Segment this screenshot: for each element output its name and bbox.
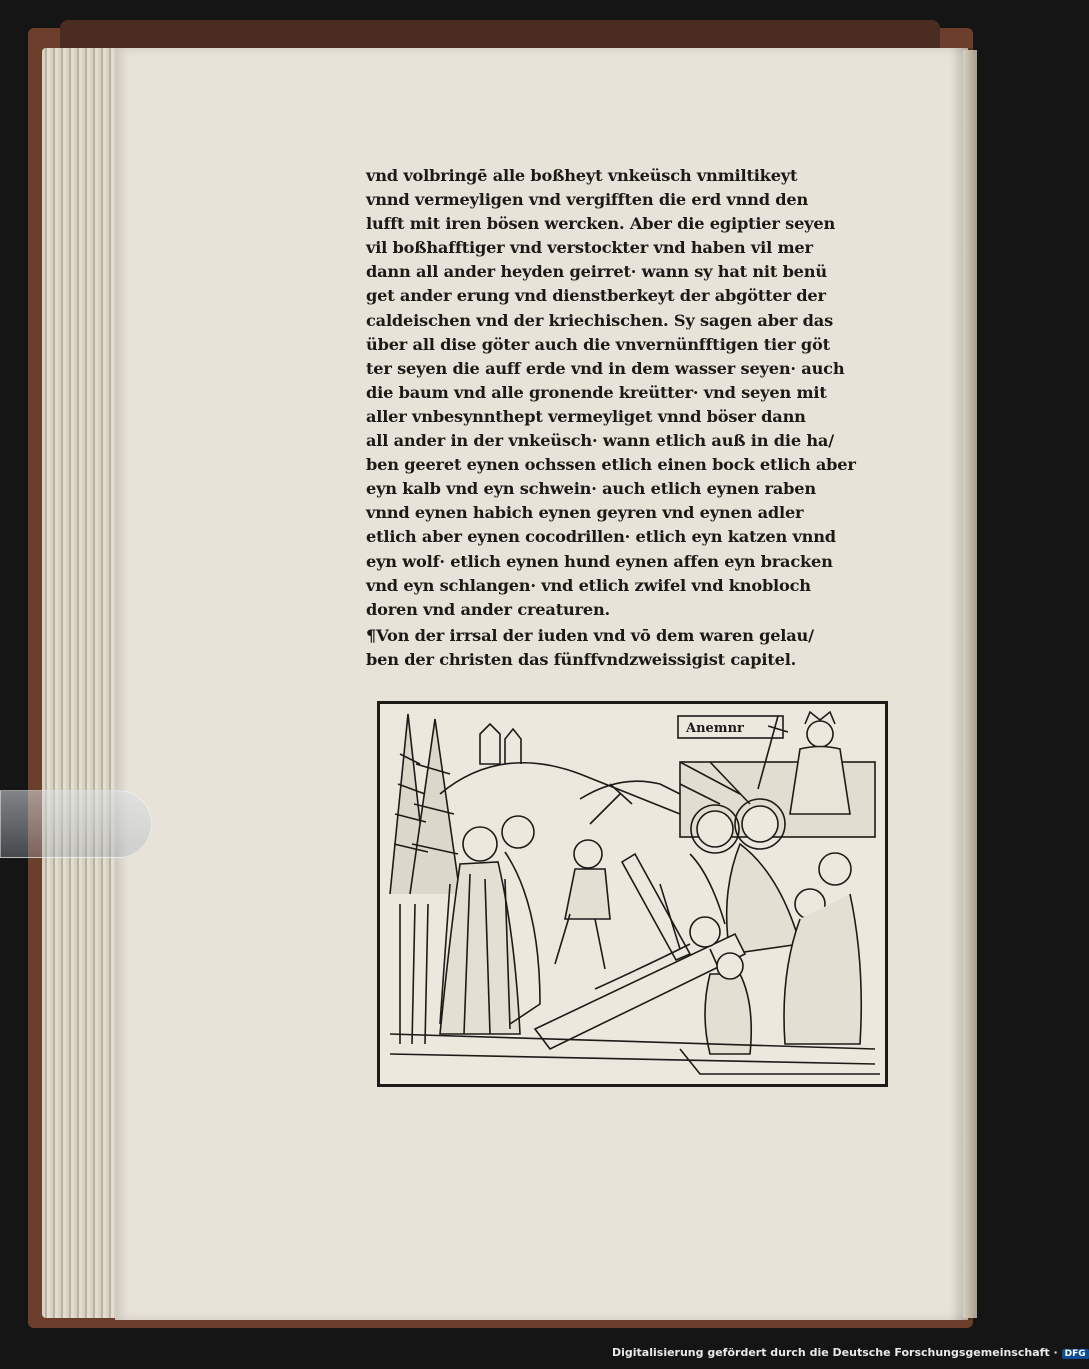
text-line: eyn kalb vnd eyn schwein· auch etlich eynen raben bbox=[366, 479, 816, 499]
woodcut-illustration bbox=[377, 701, 888, 1087]
text-line: vnd eyn schlangen· vnd etlich zwifel vnd knobloch bbox=[366, 575, 811, 595]
banner-text: Anemnr bbox=[686, 721, 744, 736]
text-line: vnnd eynen habich eynen geyren vnd eynen adler bbox=[366, 503, 804, 523]
text-line: vil boßhafftiger vnd verstockter vnd haben vil mer bbox=[366, 238, 813, 258]
dfg-logo: DFG bbox=[1062, 1349, 1089, 1359]
text-line: doren vnd ander creaturen. bbox=[366, 599, 610, 619]
text-line: vnd volbringē alle boßheyt vnkeüsch vnmiltikeyt bbox=[366, 166, 798, 185]
text-line: ter seyen die auff erde vnd in dem wasser seyen· auch bbox=[366, 358, 845, 378]
page-edges-right bbox=[963, 50, 977, 1318]
text-line: aller vnbesynnthept vermeyliget vnnd böser dann bbox=[366, 406, 806, 426]
footer-credit bbox=[612, 1346, 1089, 1359]
heading-line: ¶Von der irrsal der iuden vnd vō dem waren gelau/ bbox=[366, 625, 814, 645]
text-line: dann all ander heyden geirret· wann sy hat nit benü bbox=[366, 262, 827, 282]
heading-line: ben der christen das fünffvndzweissigist capitel. bbox=[366, 649, 797, 669]
text-line: lufft mit iren bösen wercken. Aber die egiptier seyen bbox=[366, 214, 836, 234]
text-line: über all dise göter auch die vnvernünfftigen tier göt bbox=[366, 334, 830, 354]
text-line: all ander in der vnkeüsch· wann etlich auß in die ha/ bbox=[366, 431, 834, 451]
body-text bbox=[366, 164, 886, 672]
text-line: ben geeret eynen ochssen etlich einen bock etlich aber bbox=[366, 455, 856, 475]
text-line: caldeischen vnd der kriechischen. Sy sagen aber das bbox=[366, 310, 834, 330]
page-clip bbox=[0, 790, 152, 858]
footer-text: Digitalisierung gefördert durch die Deutsche Forschungsgemeinschaft · bbox=[612, 1346, 1058, 1359]
chapter-heading bbox=[366, 624, 886, 672]
text-line: vnnd vermeyligen vnd vergifften die erd vnnd den bbox=[366, 190, 809, 210]
text-line: die baum vnd alle gronende kreütter· vnd seyen mit bbox=[366, 382, 827, 402]
text-line: get ander erung vnd dienstberkeyt der abgötter der bbox=[366, 286, 826, 306]
text-line: etlich aber eynen cocodrillen· etlich eyn katzen vnnd bbox=[366, 527, 836, 547]
text-line: eyn wolf· etlich eynen hund eynen affen eyn bracken bbox=[366, 551, 833, 571]
